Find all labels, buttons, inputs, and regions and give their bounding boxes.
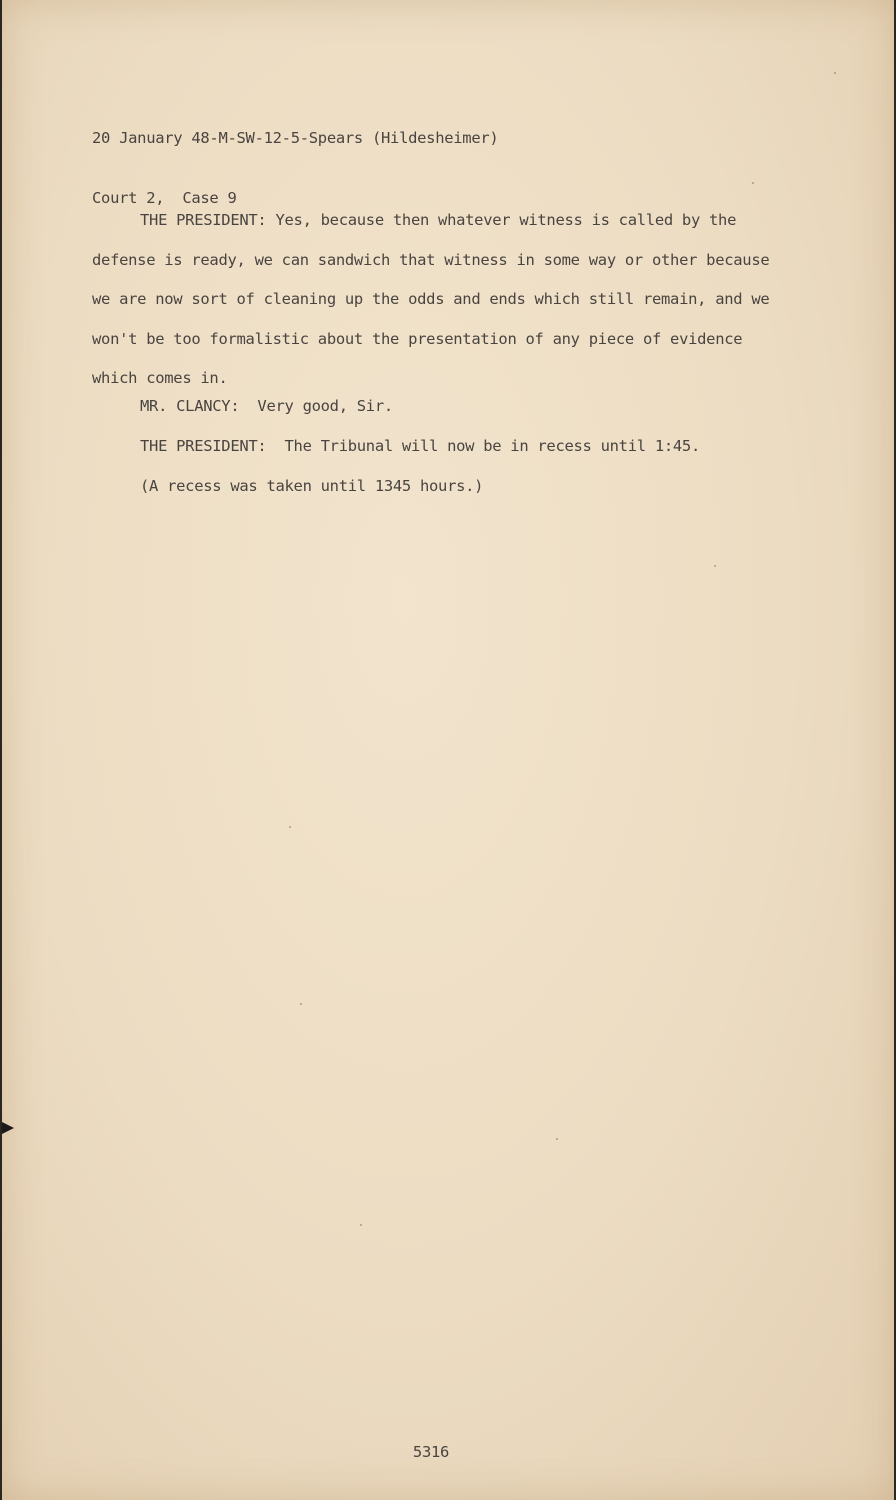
page-number: 5316 [412, 1443, 450, 1461]
transcript-page [2, 0, 894, 1500]
header-date-line: 20 January 48-M-SW-12-5-Spears (Hildesheimer) [92, 129, 499, 147]
header-court-line: Court 2, Case 9 [92, 189, 237, 207]
paper-speck [360, 1224, 362, 1226]
president-recess-statement: THE PRESIDENT: The Tribunal will now be in recess until 1:45. [140, 437, 700, 455]
paper-speck [300, 1003, 302, 1005]
president-statement-paragraph [92, 201, 792, 399]
clancy-reply: MR. CLANCY: Very good, Sir. [140, 397, 393, 415]
paper-speck [556, 1138, 558, 1140]
recess-note: (A recess was taken until 1345 hours.) [140, 477, 484, 495]
binding-marker-icon [2, 1121, 14, 1135]
paper-speck [714, 565, 716, 567]
paper-speck [289, 826, 291, 828]
paper-speck [752, 182, 754, 184]
paper-speck [834, 72, 836, 74]
president-statement-text: THE PRESIDENT: Yes, because then whatever witness is called by the defense is ready, we can sandwich that witness in some way or other because we are now sort of cleaning up the odds and ends which still remain, and we won't be too formalistic about the presentation of any piece of evidence which comes in. [92, 211, 770, 387]
